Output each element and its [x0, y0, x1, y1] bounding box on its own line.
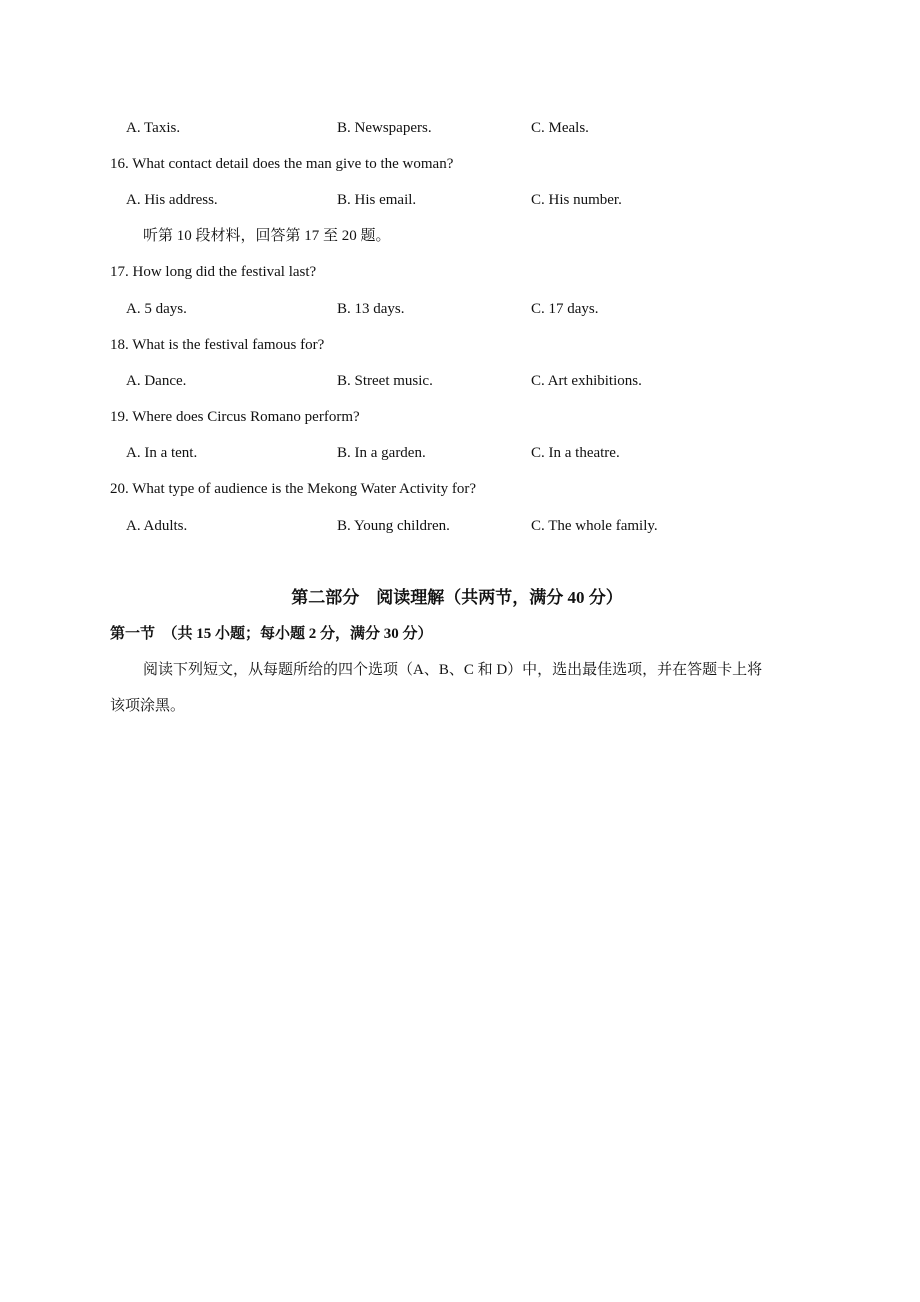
q18-question: 18. What is the festival famous for?	[110, 337, 325, 353]
q16-option-c: C. His number.	[531, 192, 622, 208]
instruction-10: 听第 10 段材料，回答第 17 至 20 题。	[143, 228, 391, 244]
q19-option-c: C. In a theatre.	[531, 445, 620, 461]
section1-heading: 第一节 （共 15 小题；每小题 2 分，满分 30 分）	[110, 626, 433, 642]
q18-option-c: C. Art exhibitions.	[531, 373, 642, 389]
q18-option-b: B. Street music.	[337, 373, 433, 389]
q16-option-b: B. His email.	[337, 192, 417, 208]
q20-option-b: B. Young children.	[337, 518, 450, 534]
q17-question: 17. How long did the festival last?	[110, 264, 317, 280]
q19-option-a: A. In a tent.	[126, 445, 198, 461]
q17-option-c: C. 17 days.	[531, 301, 599, 317]
q16-question: 16. What contact detail does the man give to the woman?	[110, 156, 454, 172]
q20-option-a: A. Adults.	[126, 518, 188, 534]
q17-option-b: B. 13 days.	[337, 301, 405, 317]
q18-option-a: A. Dance.	[126, 373, 187, 389]
part2-title: 第二部分 阅读理解（共两节，满分 40 分）	[291, 588, 623, 607]
q19-option-b: B. In a garden.	[337, 445, 426, 461]
q15-option-b: B. Newspapers.	[337, 120, 432, 136]
q17-option-a: A. 5 days.	[126, 301, 187, 317]
q15-option-a: A. Taxis.	[126, 120, 181, 136]
q16-option-a: A. His address.	[126, 192, 218, 208]
q15-option-c: C. Meals.	[531, 120, 589, 136]
q20-question: 20. What type of audience is the Mekong Water Activity for?	[110, 481, 477, 497]
instruction-paragraph-line1: 阅读下列短文，从每题所给的四个选项（A、B、C 和 D）中，选出最佳选项，并在答题卡上将	[143, 662, 763, 678]
q20-option-c: C. The whole family.	[531, 518, 658, 534]
q19-question: 19. Where does Circus Romano perform?	[110, 409, 360, 425]
instruction-paragraph-line2: 该项涂黑。	[110, 698, 186, 714]
